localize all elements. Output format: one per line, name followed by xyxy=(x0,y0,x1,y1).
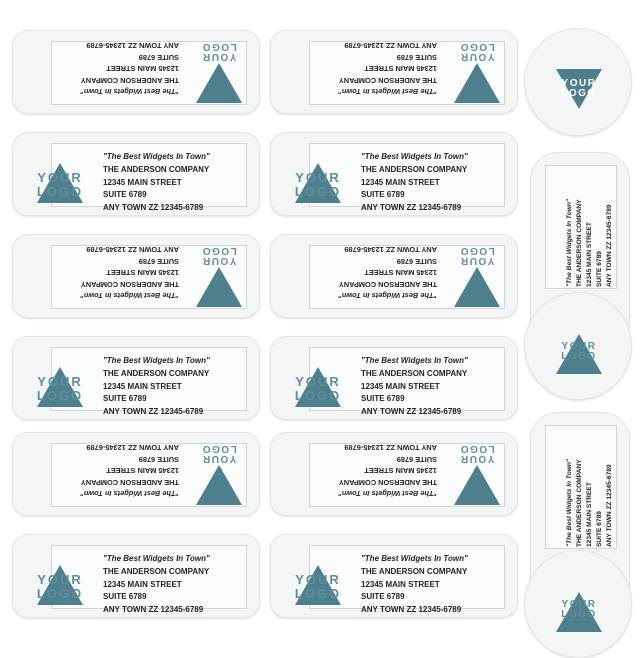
logo-text-10: YOUR LOGO xyxy=(294,374,342,403)
logo-1 xyxy=(189,41,249,99)
sticker-6[interactable] xyxy=(12,234,260,318)
logo-3 xyxy=(549,55,609,113)
sticker-1[interactable] xyxy=(12,30,260,114)
logo-16 xyxy=(285,557,351,609)
sticker-13[interactable] xyxy=(270,432,518,516)
sticker-7[interactable] xyxy=(270,234,518,318)
logo-text-12: YOUR LOGO xyxy=(201,443,237,465)
sticker-6-content xyxy=(13,235,260,318)
sticker-13-content xyxy=(271,433,518,516)
address-block-12: "The Best Widgets In Town" THE ANDERSON COMPANY 12345 MAIN STREET SUITE 6789 ANY TOWN ZZ 12345-6789 xyxy=(80,443,179,498)
logo-text-3: YOUR LOGO xyxy=(561,77,597,99)
logo-text-9: YOUR LOGO xyxy=(36,374,84,403)
logo-text-7: YOUR LOGO xyxy=(459,245,495,267)
logo-text-4: YOUR LOGO xyxy=(36,170,84,199)
address-block-14: "The Best Widgets In Town" THE ANDERSON COMPANY 12345 MAIN STREET SUITE 6789 ANY TOWN ZZ 12345-6789 xyxy=(566,458,613,547)
logo-text-17: YOUR LOGO xyxy=(561,598,597,620)
address-block-13: "The Best Widgets In Town" THE ANDERSON COMPANY 12345 MAIN STREET SUITE 6789 ANY TOWN ZZ 12345-6789 xyxy=(338,443,437,498)
address-block-10: "The Best Widgets In Town" THE ANDERSON COMPANY 12345 MAIN STREET SUITE 6789 ANY TOWN ZZ 12345-6789 xyxy=(361,356,468,417)
address-block-6: "The Best Widgets In Town" THE ANDERSON COMPANY 12345 MAIN STREET SUITE 6789 ANY TOWN ZZ 12345-6789 xyxy=(80,245,179,300)
sticker-12[interactable] xyxy=(12,432,260,516)
triangle-icon xyxy=(454,268,500,308)
sticker-12-content xyxy=(13,433,260,516)
sticker-9[interactable] xyxy=(12,336,260,420)
triangle-icon xyxy=(196,64,242,104)
logo-13 xyxy=(447,443,507,501)
address-block-2: "The Best Widgets In Town" THE ANDERSON COMPANY 12345 MAIN STREET SUITE 6789 ANY TOWN ZZ 12345-6789 xyxy=(338,41,437,96)
sticker-10[interactable] xyxy=(270,336,518,420)
sticker-4[interactable] xyxy=(12,132,260,216)
sticker-1-content xyxy=(13,31,260,114)
address-block-5: "The Best Widgets In Town" THE ANDERSON COMPANY 12345 MAIN STREET SUITE 6789 ANY TOWN ZZ 12345-6789 xyxy=(361,152,468,213)
sticker-2-content xyxy=(271,31,518,114)
address-block-1: "The Best Widgets In Town" THE ANDERSON COMPANY 12345 MAIN STREET SUITE 6789 ANY TOWN ZZ 12345-6789 xyxy=(80,41,179,96)
sticker-14-address-rot xyxy=(565,427,613,547)
logo-15 xyxy=(27,557,93,609)
address-block-8: "The Best Widgets In Town" THE ANDERSON COMPANY 12345 MAIN STREET SUITE 6789 ANY TOWN ZZ 12345-6789 xyxy=(566,198,613,287)
logo-text-16: YOUR LOGO xyxy=(294,572,342,601)
triangle-icon xyxy=(454,466,500,506)
sticker-3[interactable] xyxy=(524,28,632,136)
triangle-icon xyxy=(196,268,242,308)
sticker-7-content xyxy=(271,235,518,318)
triangle-icon xyxy=(196,466,242,506)
logo-10 xyxy=(285,359,351,411)
logo-2 xyxy=(447,41,507,99)
address-block-16: "The Best Widgets In Town" THE ANDERSON COMPANY 12345 MAIN STREET SUITE 6789 ANY TOWN ZZ 12345-6789 xyxy=(361,554,468,615)
address-block-9: "The Best Widgets In Town" THE ANDERSON COMPANY 12345 MAIN STREET SUITE 6789 ANY TOWN ZZ 12345-6789 xyxy=(103,356,210,417)
logo-9 xyxy=(27,359,93,411)
sticker-2[interactable] xyxy=(270,30,518,114)
triangle-icon xyxy=(454,64,500,104)
logo-text-15: YOUR LOGO xyxy=(36,572,84,601)
logo-text-6: YOUR LOGO xyxy=(201,245,237,267)
logo-6 xyxy=(189,245,249,303)
sticker-8-address-rot xyxy=(565,167,613,287)
sticker-11[interactable] xyxy=(524,292,632,400)
logo-text-1: YOUR LOGO xyxy=(201,41,237,63)
logo-12 xyxy=(189,443,249,501)
sticker-17[interactable] xyxy=(524,550,632,658)
sticker-15[interactable] xyxy=(12,534,260,618)
address-block-15: "The Best Widgets In Town" THE ANDERSON COMPANY 12345 MAIN STREET SUITE 6789 ANY TOWN ZZ 12345-6789 xyxy=(103,554,210,615)
logo-11 xyxy=(549,319,609,377)
sticker-16[interactable] xyxy=(270,534,518,618)
logo-text-5: YOUR LOGO xyxy=(294,170,342,199)
logo-text-13: YOUR LOGO xyxy=(459,443,495,465)
logo-7 xyxy=(447,245,507,303)
logo-text-2: YOUR LOGO xyxy=(459,41,495,63)
logo-text-11: YOUR LOGO xyxy=(561,340,597,362)
address-block-4: "The Best Widgets In Town" THE ANDERSON COMPANY 12345 MAIN STREET SUITE 6789 ANY TOWN ZZ 12345-6789 xyxy=(103,152,210,213)
logo-5 xyxy=(285,155,351,207)
sticker-5[interactable] xyxy=(270,132,518,216)
address-block-7: "The Best Widgets In Town" THE ANDERSON COMPANY 12345 MAIN STREET SUITE 6789 ANY TOWN ZZ 12345-6789 xyxy=(338,245,437,300)
logo-4 xyxy=(27,155,93,207)
logo-17 xyxy=(549,577,609,635)
